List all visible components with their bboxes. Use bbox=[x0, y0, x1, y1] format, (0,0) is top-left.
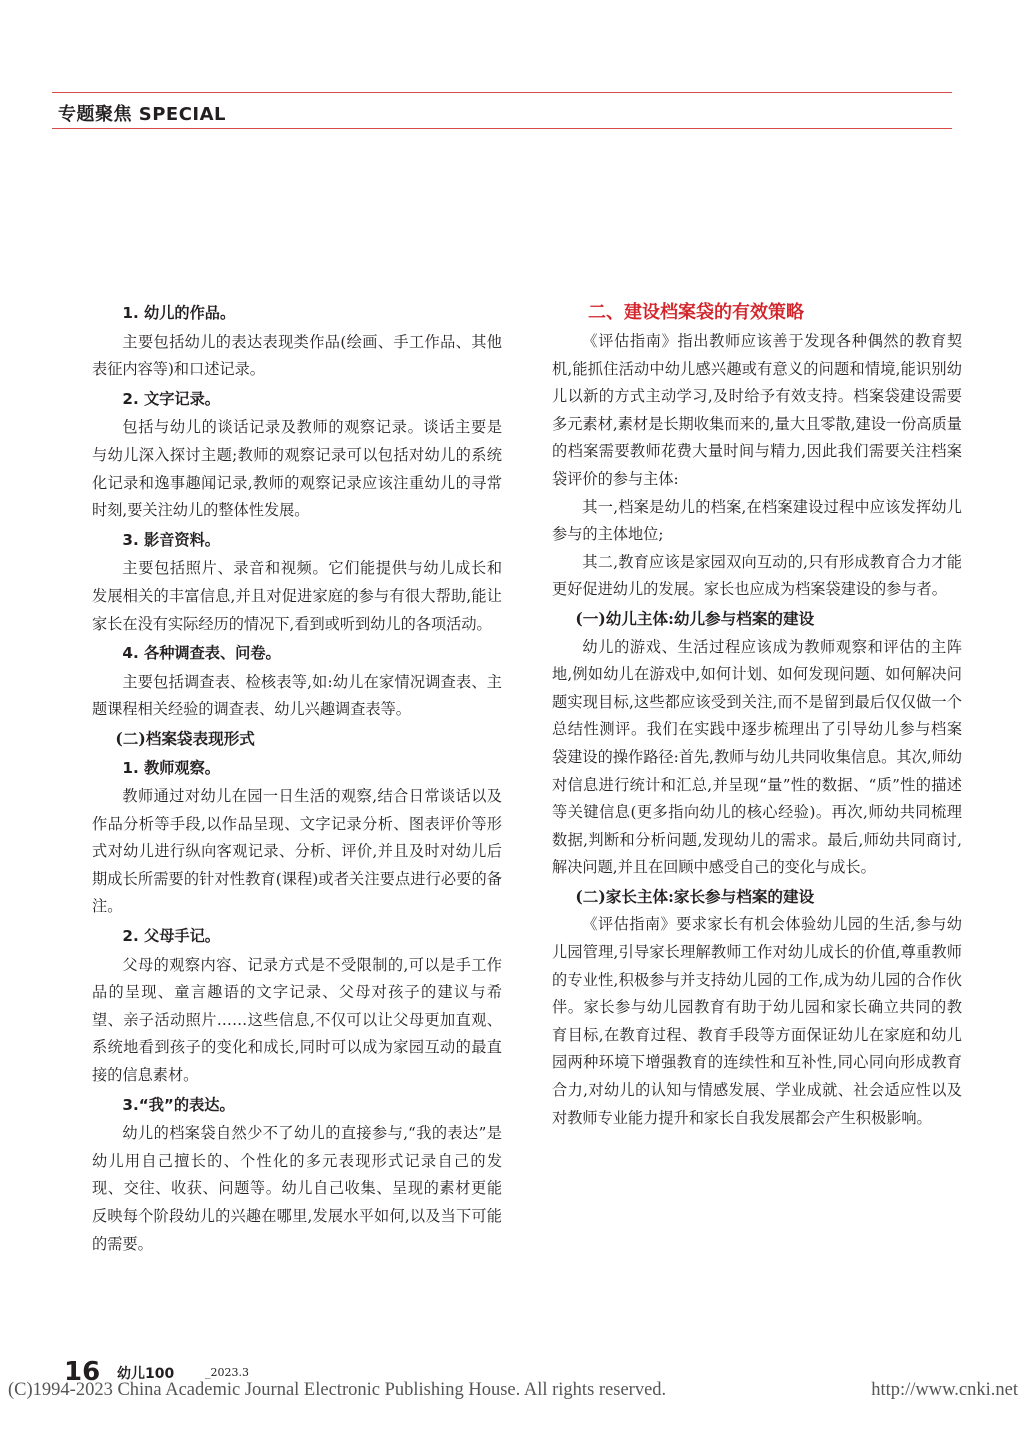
heading-text-records: 2. 文字记录。 bbox=[122, 389, 220, 408]
paragraph-first-point: 其一,档案是幼儿的档案,在档案建设过程中应该发挥幼儿参与的主体地位; bbox=[552, 497, 962, 544]
paragraph-works: 主要包括幼儿的表达表现类作品(绘画、手工作品、其他表征内容等)和口述记录。 bbox=[92, 332, 502, 379]
left-column bbox=[92, 298, 502, 1258]
paragraph-teacher-observation: 教师通过对幼儿在园一日生活的观察,结合日常谈话以及作品分析等手段,以作品呈现、文字记录分析、图表评价等形式对幼儿进行纵向客观记录、分析、评价,并且及时对幼儿后期成长所需要的针对性教育(课程)或者关注要点进行必要的备注。 bbox=[92, 787, 502, 916]
paragraph-media: 主要包括照片、录音和视频。它们能提供与幼儿成长和发展相关的丰富信息,并且对促进家庭的参与有很大帮助,能让家长在没有实际经历的情况下,看到或听到幼儿的各项活动。 bbox=[92, 559, 502, 633]
cnki-url[interactable]: http://www.cnki.net bbox=[871, 1380, 1018, 1400]
header-top-rule bbox=[52, 92, 952, 93]
heading-teacher-observation: 1. 教师观察。 bbox=[122, 758, 220, 777]
header-bottom-rule bbox=[52, 128, 952, 129]
heading-my-expression: 3.“我”的表达。 bbox=[122, 1095, 235, 1114]
magazine-name: 幼儿100 bbox=[117, 1366, 175, 1382]
copyright-text: (C)1994-2023 China Academic Journal Electronic Publishing House. All rights reserved. bbox=[8, 1380, 667, 1400]
paragraph-second-point: 其二,教育应该是家园双向互动的,只有形成教育合力才能更好促进幼儿的发展。家长也应成为档案袋建设的参与者。 bbox=[552, 552, 962, 599]
heading-surveys: 4. 各种调查表、问卷。 bbox=[122, 644, 281, 663]
paragraph-guide-intro: 《评估指南》指出教师应该善于发现各种偶然的教育契机,能抓住活动中幼儿感兴趣或有意义的问题和情境,能识别幼儿以新的方式主动学习,及时给予有效支持。档案袋建设需要多元素材,素材是长期收集而来的,量大且零散,建设一份高质量的档案需要教师花费大量时间与精力,因此我们需要关注档案袋评价的参与主体: bbox=[552, 332, 962, 488]
heading-parent-notes: 2. 父母手记。 bbox=[122, 927, 220, 946]
paragraph-parent-notes: 父母的观察内容、记录方式是不受限制的,可以是手工作品的呈现、童言趣语的文字记录、父母对孩子的建议与希望、亲子活动照片……这些信息,不仅可以让父母更加直观、系统地看到孩子的变化和成长,同时可以成为家园互动的最直接的信息素材。 bbox=[92, 955, 502, 1085]
heading-works: 1. 幼儿的作品。 bbox=[122, 304, 236, 322]
page-number: 16 bbox=[64, 1357, 101, 1387]
section-heading-parent-subject: (二)家长主体:家长参与档案的建设 bbox=[575, 886, 815, 906]
section-heading-forms: (二)档案袋表现形式 bbox=[115, 728, 255, 748]
paragraph-surveys: 主要包括调查表、检核表等,如:幼儿在家情况调查表、主题课程相关经验的调查表、幼儿兴趣调查表等。 bbox=[92, 672, 502, 719]
paragraph-parent-subject: 《评估指南》要求家长有机会体验幼儿园的生活,参与幼儿园管理,引导家长理解教师工作对幼儿成长的价值,尊重教师的专业性,积极参与并支持幼儿园的工作,成为幼儿园的合作伙伴。家长参与幼儿园教育有助于幼儿园和家长确立共同的教育目标,在教育过程、教育手段等方面保证幼儿在家庭和幼儿园两种环境下增强教育的连续性和互补性,同心同向形成教育合力,对幼儿的认知与情感发展、学业成就、社会适应性以及对教师专业能力提升和家长自我发展都会产生积极影响。 bbox=[552, 915, 962, 1127]
section-heading-child-subject: (一)幼儿主体:幼儿参与档案的建设 bbox=[575, 608, 815, 628]
major-heading-strategies: 二、建设档案袋的有效策略 bbox=[588, 302, 804, 323]
paragraph-my-expression: 幼儿的档案袋自然少不了幼儿的直接参与,“我的表达”是幼儿用自己擅长的、个性化的多元表现形式记录自己的发现、交往、收获、问题等。幼儿自己收集、呈现的素材更能反映每个阶段幼儿的兴趣在哪里,发展水平如何,以及当下可能的需要。 bbox=[92, 1124, 502, 1253]
paragraph-text-records: 包括与幼儿的谈话记录及教师的观察记录。谈话主要是与幼儿深入探讨主题;教师的观察记录可以包括对幼儿的系统化记录和逸事趣闻记录,教师的观察记录应该注重幼儿的寻常时刻,要关注幼儿的整体性发展。 bbox=[92, 418, 502, 520]
section-header-label: 专题聚焦 SPECIAL bbox=[58, 104, 227, 125]
paragraph-child-subject: 幼儿的游戏、生活过程应该成为教师观察和评估的主阵地,例如幼儿在游戏中,如何计划、如何发现问题、如何解决问题实现目标,这些都应该受到关注,而不是留到最后仅仅做一个总结性测评。我们在实践中逐步梳理出了引导幼儿参与档案袋建设的操作路径:首先,教师与幼儿共同收集信息。其次,师幼对信息进行统计和汇总,并呈现“量”性的数据、“质”性的描述等关键信息(更多指向幼儿的核心经验)。再次,师幼共同梳理数据,判断和分析问题,发现幼儿的需求。最后,师幼共同商讨,解决问题,并且在回顾中感受自己的变化与成长。 bbox=[552, 637, 962, 877]
heading-media: 3. 影音资料。 bbox=[122, 530, 220, 549]
issue-label: _2023.3 bbox=[205, 1366, 249, 1379]
copyright-line bbox=[8, 1380, 1018, 1401]
right-column bbox=[552, 298, 962, 1132]
